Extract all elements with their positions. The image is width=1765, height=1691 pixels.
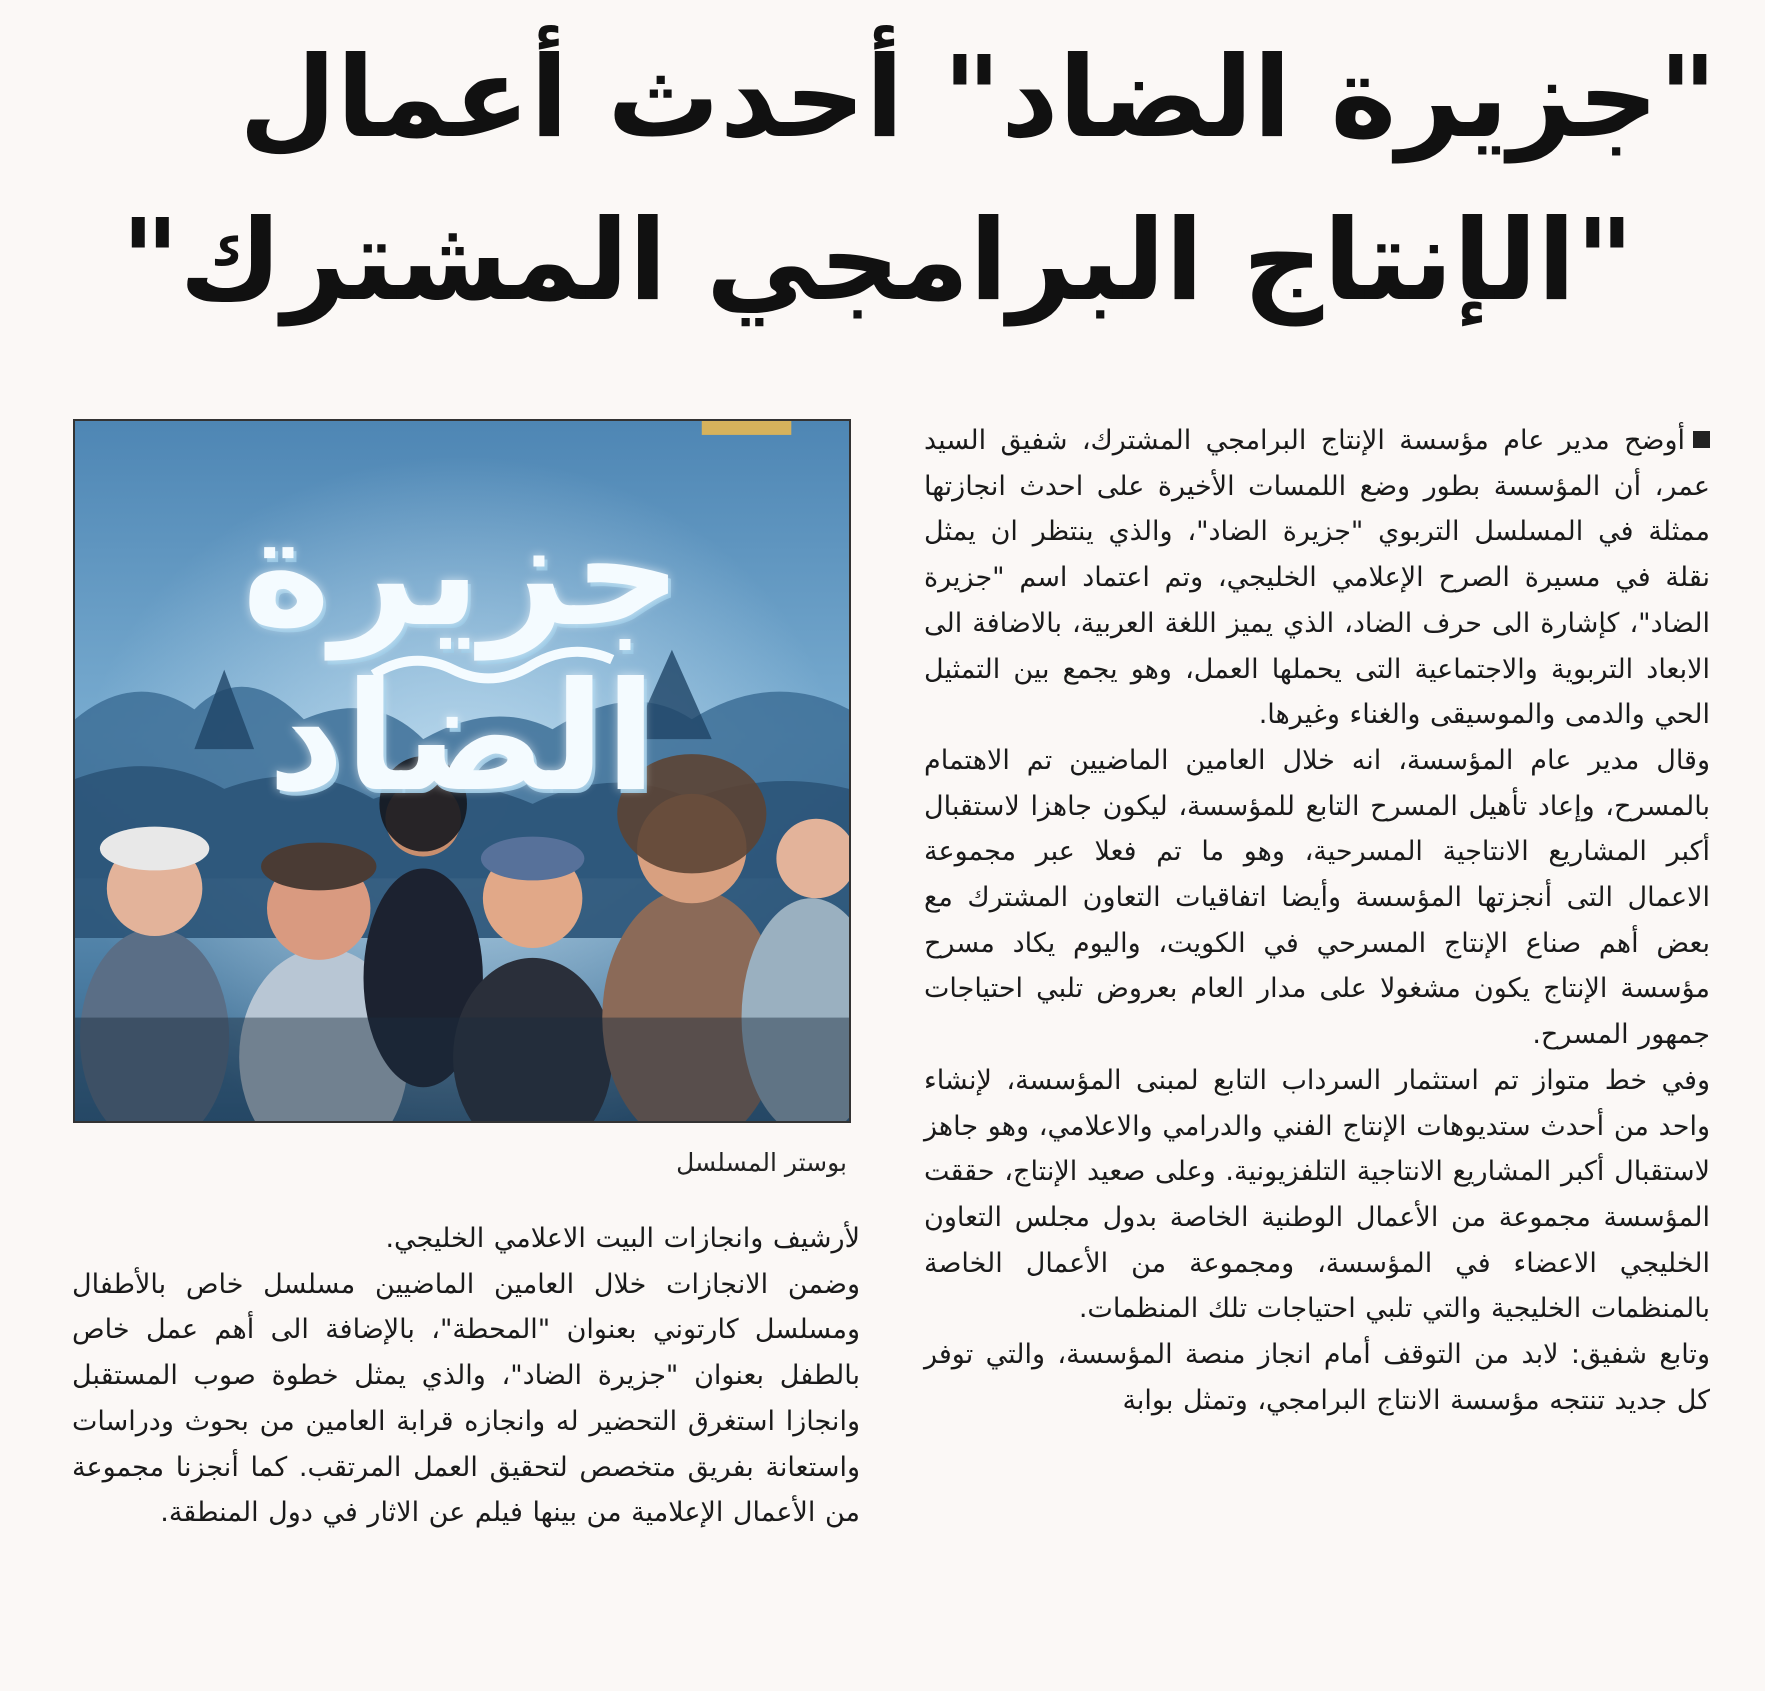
photo-caption: بوستر المسلسل: [676, 1148, 847, 1177]
paragraph: وقال مدير عام المؤسسة، انه خلال العامين الماضيين تم الاهتمام بالمسرح، وإعاد تأهيل المسرح التابع للمؤسسة، ليكون جاهزا لاستقبال أكبر المشاريع الانتاجية المسرحية، وهو ما تم فعلا عبر مجموعة الاعمال التى أنجزتها المؤسسة وأيضا اتفاقيات التعاون المشترك مع بعض أهم صناع الإنتاج المسرحي في الكويت، واليوم يكاد مسرح مؤسسة الإنتاج يكون مشغولا على مدار العام بعروض تلبي احتياجات جمهور المسرح.: [924, 744, 1710, 1051]
paragraph: وتابع شفيق: لابد من التوقف أمام انجاز منصة المؤسسة، والتي توفر كل جديد تنتجه مؤسسة الانتاج البرامجي، وتمثل بوابة: [924, 1339, 1710, 1416]
paragraph-text: أوضح مدير عام مؤسسة الإنتاج البرامجي المشترك، شفيق السيد عمر، أن المؤسسة بطور وضع اللمسات الأخيرة على احدث انجازتها ممثلة في المسلسل التربوي "جزيرة الضاد"، والذي ينتظر ان يمثل نقلة في مسيرة الصرح الإعلامي الخليجي، وتم اعتماد اسم "جزيرة الضاد"، كإشارة الى حرف الضاد، الذي يميز اللغة العربية، بالاضافة الى الابعاد التربوية والاجتماعية التى يحملها العمل، وهو يجمع بين التمثيل الحي والدمى والموسيقى والغناء وغيرها.: [924, 425, 1710, 731]
headline-line-2: "الإنتاج البرامجي المشترك": [121, 196, 1634, 326]
paragraph: لأرشيف وانجازات البيت الاعلامي الخليجي.: [385, 1223, 860, 1254]
paragraph: وفي خط متواز تم استثمار السرداب التابع لمبنى المؤسسة، لإنشاء واحد من أحدث ستديوهات الإنتاج الفني والدرامي والاعلامي، وهو جاهز لاستقبال أكبر المشاريع الانتاجية التلفزيونية. وعلى صعيد الإنتاج، حققت المؤسسة مجموعة من الأعمال الوطنية الخاصة بدول مجلس التعاون الخليجي الاعضاء في المؤسسة، ومجموعة من الأعمال الخاصة بالمنظمات الخليجية والتي تلبي احتياجات تلك المنظمات.: [924, 1064, 1710, 1325]
article-right-column: [924, 418, 1710, 1423]
article-left-column: [72, 1216, 860, 1536]
paragraph: وضمن الانجازات خلال العامين الماضيين مسلسل خاص بالأطفال ومسلسل كارتوني بعنوان "المحطة"، بالإضافة الى أهم عمل خاص بالطفل بعنوان "جزيرة الضاد"، والذي يمثل خطوة صوب المستقبل وانجازا استغرق التحضير له وانجازه قرابة العامين من بحوث ودراسات واستعانة بفريق متخصص لتحقيق العمل المرتقب. كما أنجزنا مجموعة من الأعمال الإعلامية من بينها فيلم عن الاثار في دول المنطقة.: [72, 1268, 860, 1529]
headline-line-1: "جزيرة الضاد" أحدث أعمال: [239, 33, 1717, 163]
series-poster-photo: [73, 419, 851, 1123]
paragraph: [924, 418, 1710, 738]
bullet-square-icon: [1693, 431, 1710, 448]
poster-title: جزيرة الضاد: [242, 486, 682, 825]
